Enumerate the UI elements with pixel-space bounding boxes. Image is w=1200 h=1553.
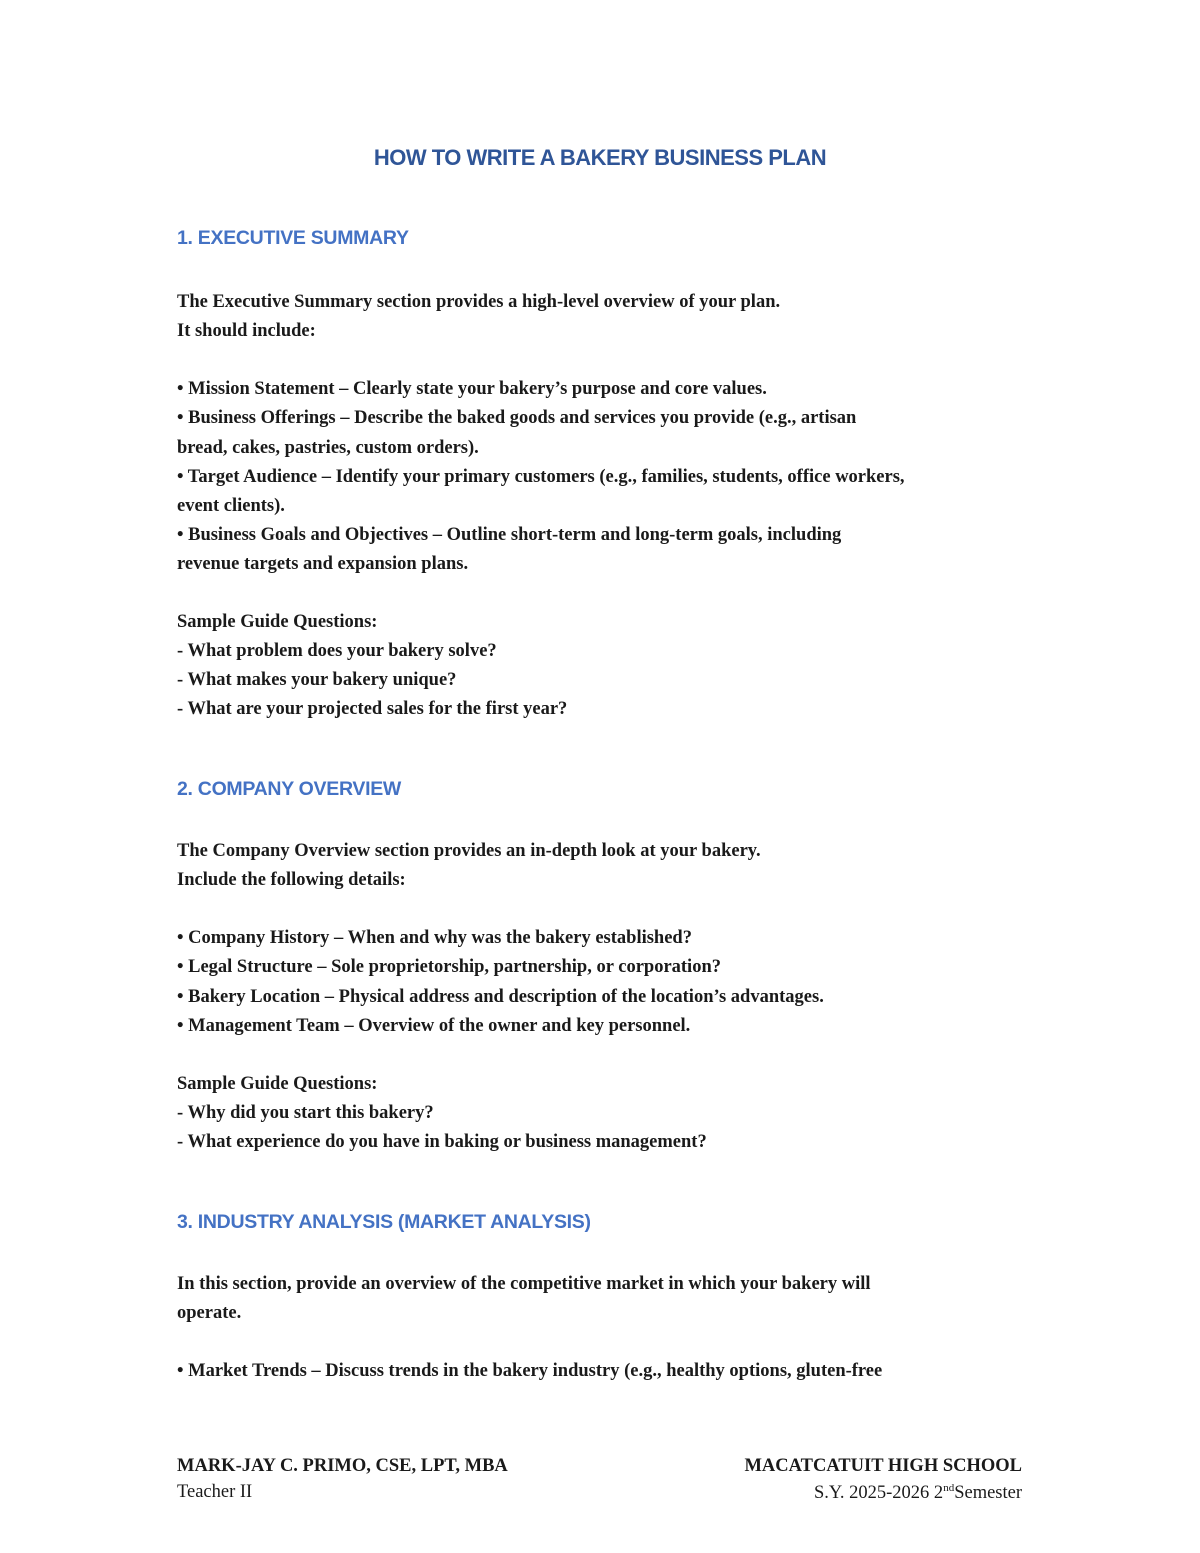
footer-school: MACATCATUIT HIGH SCHOOL	[744, 1456, 1022, 1476]
paragraph-line: event clients).	[177, 495, 285, 516]
bullet-item: • Mission Statement – Clearly state your bakery’s purpose and core values.	[177, 379, 767, 400]
paragraph-line: In this section, provide an overview of the competitive market in which your bakery will	[177, 1274, 871, 1294]
section-heading: 1. EXECUTIVE SUMMARY	[177, 227, 409, 249]
bullet-item: • Target Audience – Identify your primary customers (e.g., families, students, office workers,	[177, 466, 905, 487]
bullet-item: • Management Team – Overview of the owner and key personnel.	[177, 1015, 691, 1036]
bullet-item: • Business Goals and Objectives – Outline short-term and long-term goals, including	[177, 524, 842, 545]
footer-school-year	[814, 1482, 1022, 1504]
section-heading: 2. COMPANY OVERVIEW	[177, 778, 402, 800]
paragraph-line: Sample Guide Questions:	[177, 1073, 378, 1094]
guide-question: - What makes your bakery unique?	[177, 670, 457, 691]
paragraph-line: operate.	[177, 1303, 242, 1324]
paragraph-line: The Company Overview section provides an in-depth look at your bakery.	[177, 841, 761, 861]
bullet-item: • Company History – When and why was the bakery established?	[177, 928, 692, 949]
bullet-item: • Business Offerings – Describe the baked goods and services you provide (e.g., artisan	[177, 408, 857, 429]
bullet-item: • Bakery Location – Physical address and description of the location’s advantages.	[177, 986, 824, 1007]
guide-question: - What are your projected sales for the first year?	[177, 699, 568, 720]
paragraph-line: Include the following details:	[177, 870, 406, 891]
paragraph-line: It should include:	[177, 321, 316, 342]
school-year: S.Y. 2025-2026 2	[814, 1483, 944, 1504]
footer-position: Teacher II	[177, 1482, 253, 1502]
section-heading: 3. INDUSTRY ANALYSIS (MARKET ANALYSIS)	[177, 1211, 591, 1233]
guide-question: - What experience do you have in baking or business management?	[177, 1132, 707, 1152]
semester-ordinal: nd	[943, 1482, 955, 1494]
paragraph-line: Sample Guide Questions:	[177, 612, 378, 633]
footer-author: MARK-JAY C. PRIMO, CSE, LPT, MBA	[177, 1456, 508, 1476]
guide-question: - What problem does your bakery solve?	[177, 641, 497, 662]
paragraph-line: revenue targets and expansion plans.	[177, 553, 469, 574]
semester-label: Semester	[954, 1483, 1022, 1504]
document-title: HOW TO WRITE A BAKERY BUSINESS PLAN	[373, 145, 827, 170]
guide-question: - Why did you start this bakery?	[177, 1102, 434, 1123]
bullet-item: • Market Trends – Discuss trends in the bakery industry (e.g., healthy options, gluten-free	[177, 1361, 883, 1382]
paragraph-line: The Executive Summary section provides a high-level overview of your plan.	[177, 292, 781, 312]
bullet-item: • Legal Structure – Sole proprietorship, partnership, or corporation?	[177, 957, 721, 978]
paragraph-line: bread, cakes, pastries, custom orders).	[177, 437, 479, 458]
